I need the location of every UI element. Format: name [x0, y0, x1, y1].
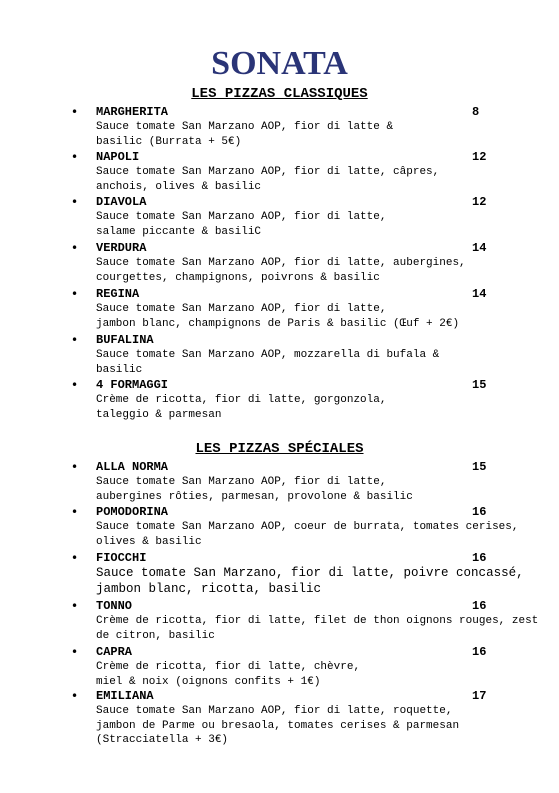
pizza-price: 14 — [472, 287, 487, 301]
bullet-icon: • — [71, 689, 79, 703]
pizza-price: 12 — [472, 195, 487, 209]
pizza-price: 12 — [472, 150, 487, 164]
bullet-icon: • — [71, 287, 79, 301]
pizza-description: Sauce tomate San Marzano, fior di latte, poivre concassé, jambon blanc, ricotta, basilic — [96, 566, 524, 596]
pizza-description: Sauce tomate San Marzano AOP, fior di latte, roquette, jambon de Parme ou bresaola, tomates cerises & parmesan (Stracciatella + 3€) — [96, 705, 460, 747]
pizza-description: Sauce tomate San Marzano AOP, mozzarella di bufala & basilic — [96, 349, 440, 376]
bullet-icon: • — [71, 150, 79, 164]
section-title-speciales: LES PIZZAS SPÉCIALES — [195, 441, 364, 457]
bullet-icon: • — [71, 195, 79, 209]
pizza-description: Sauce tomate San Marzano AOP, fior di latte, aubergines, courgettes, champignons, poivrons & basilic — [96, 257, 466, 284]
pizza-description: Crème de ricotta, fior di latte, chèvre, miel & noix (oignons confits + 1€) — [96, 661, 361, 688]
pizza-price: 16 — [472, 645, 487, 659]
pizza-description: Sauce tomate San Marzano AOP, fior di latte & basilic (Burrata + 5€) — [96, 121, 394, 148]
pizza-name: TONNO — [96, 599, 133, 613]
pizza-description: Sauce tomate San Marzano AOP, fior di latte, aubergines rôties, parmesan, provolone & basilic — [96, 476, 413, 503]
bullet-icon: • — [71, 551, 79, 565]
section-title-classiques: LES PIZZAS CLASSIQUES — [191, 86, 368, 102]
pizza-name: FIOCCHI — [96, 551, 147, 565]
pizza-name: ALLA NORMA — [96, 460, 169, 474]
pizza-price: 8 — [472, 105, 480, 119]
bullet-icon: • — [71, 599, 79, 613]
pizza-price: 16 — [472, 551, 487, 565]
pizza-name: EMILIANA — [96, 689, 154, 703]
pizza-description: Sauce tomate San Marzano AOP, fior di latte, câpres, anchois, olives & basilic — [96, 166, 440, 193]
pizza-description: Sauce tomate San Marzano AOP, coeur de burrata, tomates cerises, olives & basilic — [96, 521, 519, 548]
pizza-name: CAPRA — [96, 645, 133, 659]
pizza-name: MARGHERITA — [96, 105, 169, 119]
bullet-icon: • — [71, 378, 79, 392]
bullet-icon: • — [71, 333, 79, 347]
bullet-icon: • — [71, 460, 79, 474]
restaurant-logo: SONATA — [211, 45, 348, 82]
bullet-icon: • — [71, 105, 79, 119]
bullet-icon: • — [71, 505, 79, 519]
pizza-name: REGINA — [96, 287, 140, 301]
pizza-price: 16 — [472, 599, 487, 613]
pizza-name: NAPOLI — [96, 150, 140, 164]
pizza-description: Sauce tomate San Marzano AOP, fior di latte, jambon blanc, champignons de Paris & basilic (Œuf + 2€) — [96, 303, 460, 330]
pizza-description: Crème de ricotta, fior di latte, gorgonzola, taleggio & parmesan — [96, 394, 387, 421]
pizza-price: 14 — [472, 241, 487, 255]
pizza-price: 15 — [472, 378, 487, 392]
bullet-icon: • — [71, 241, 79, 255]
pizza-name: POMODORINA — [96, 505, 169, 519]
pizza-name: DIAVOLA — [96, 195, 147, 209]
pizza-price: 16 — [472, 505, 487, 519]
pizza-price: 15 — [472, 460, 487, 474]
pizza-description: Sauce tomate San Marzano AOP, fior di latte, salame piccante & basiliC — [96, 211, 387, 238]
pizza-name: BUFALINA — [96, 333, 154, 347]
pizza-name: 4 FORMAGGI — [96, 378, 169, 392]
pizza-price: 17 — [472, 689, 487, 703]
pizza-name: VERDURA — [96, 241, 147, 255]
pizza-description: Crème de ricotta, fior di latte, filet de thon oignons rouges, zest de citron, basilic — [96, 615, 539, 642]
bullet-icon: • — [71, 645, 79, 659]
